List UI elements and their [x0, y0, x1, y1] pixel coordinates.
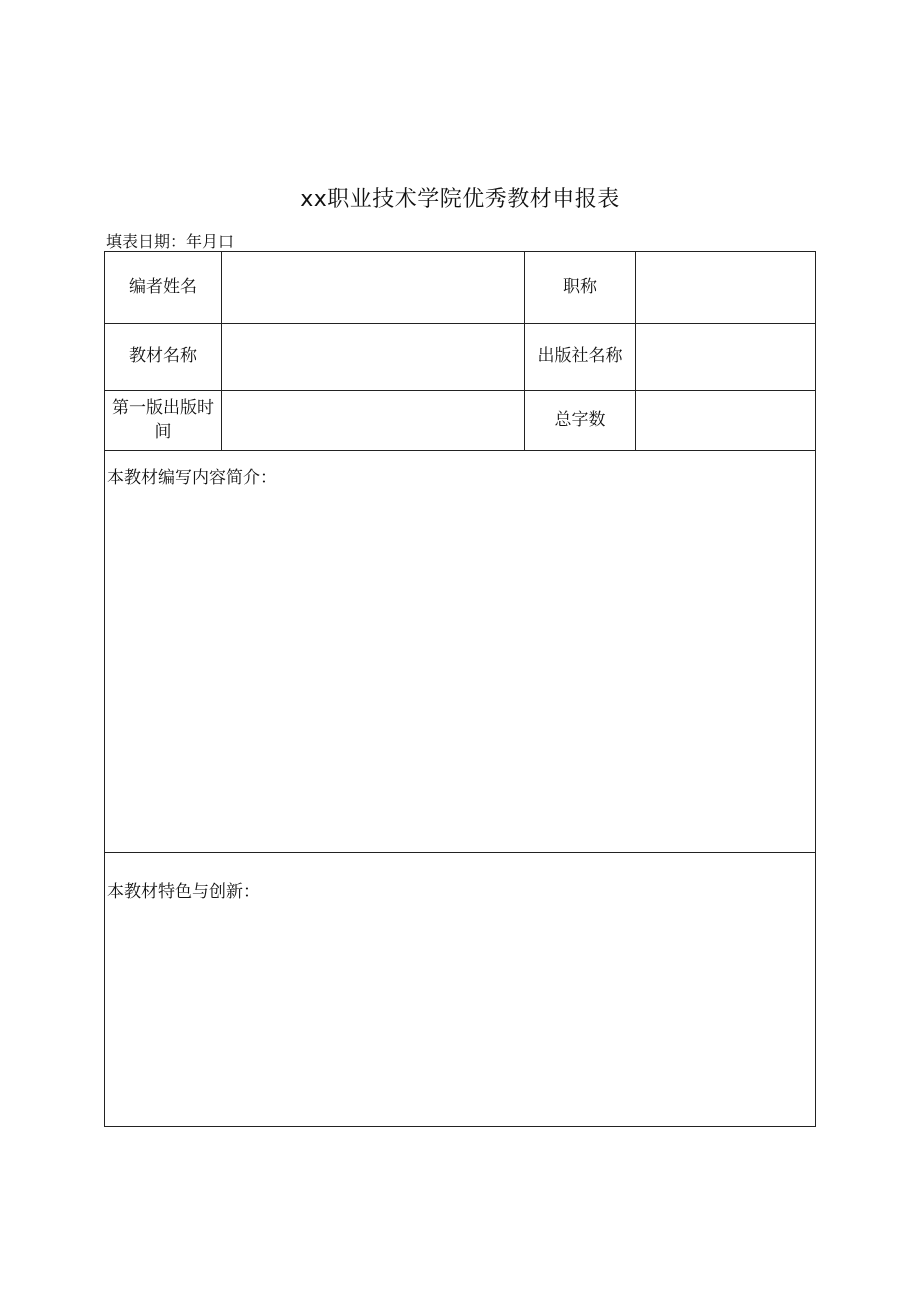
textbook-name-label: 教材名称: [105, 324, 222, 391]
features-innovation-section[interactable]: [105, 853, 815, 1126]
page-title: xx职业技术学院优秀教材申报表: [300, 187, 620, 212]
content-summary-section[interactable]: [105, 451, 815, 853]
content-summary-label: 本教材编写内容简介：: [107, 468, 277, 488]
author-name-field[interactable]: [222, 252, 525, 324]
author-name-label: 编者姓名: [105, 252, 222, 324]
application-form-table: [104, 251, 816, 1127]
total-word-count-field[interactable]: [636, 391, 815, 451]
publisher-name-field[interactable]: [636, 324, 815, 391]
features-innovation-label: 本教材特色与创新：: [107, 882, 260, 902]
job-title-field[interactable]: [636, 252, 815, 324]
fill-date-label: 填表日期：年月口: [106, 232, 235, 251]
first-edition-date-label: [105, 391, 222, 451]
textbook-name-field[interactable]: [222, 324, 525, 391]
publisher-name-label: 出版社名称: [525, 324, 636, 391]
job-title-label: 职称: [525, 252, 636, 324]
total-word-count-label: 总字数: [525, 391, 636, 451]
first-edition-date-label-text: 第一版出版时间: [112, 397, 214, 442]
first-edition-date-field[interactable]: [222, 391, 525, 451]
